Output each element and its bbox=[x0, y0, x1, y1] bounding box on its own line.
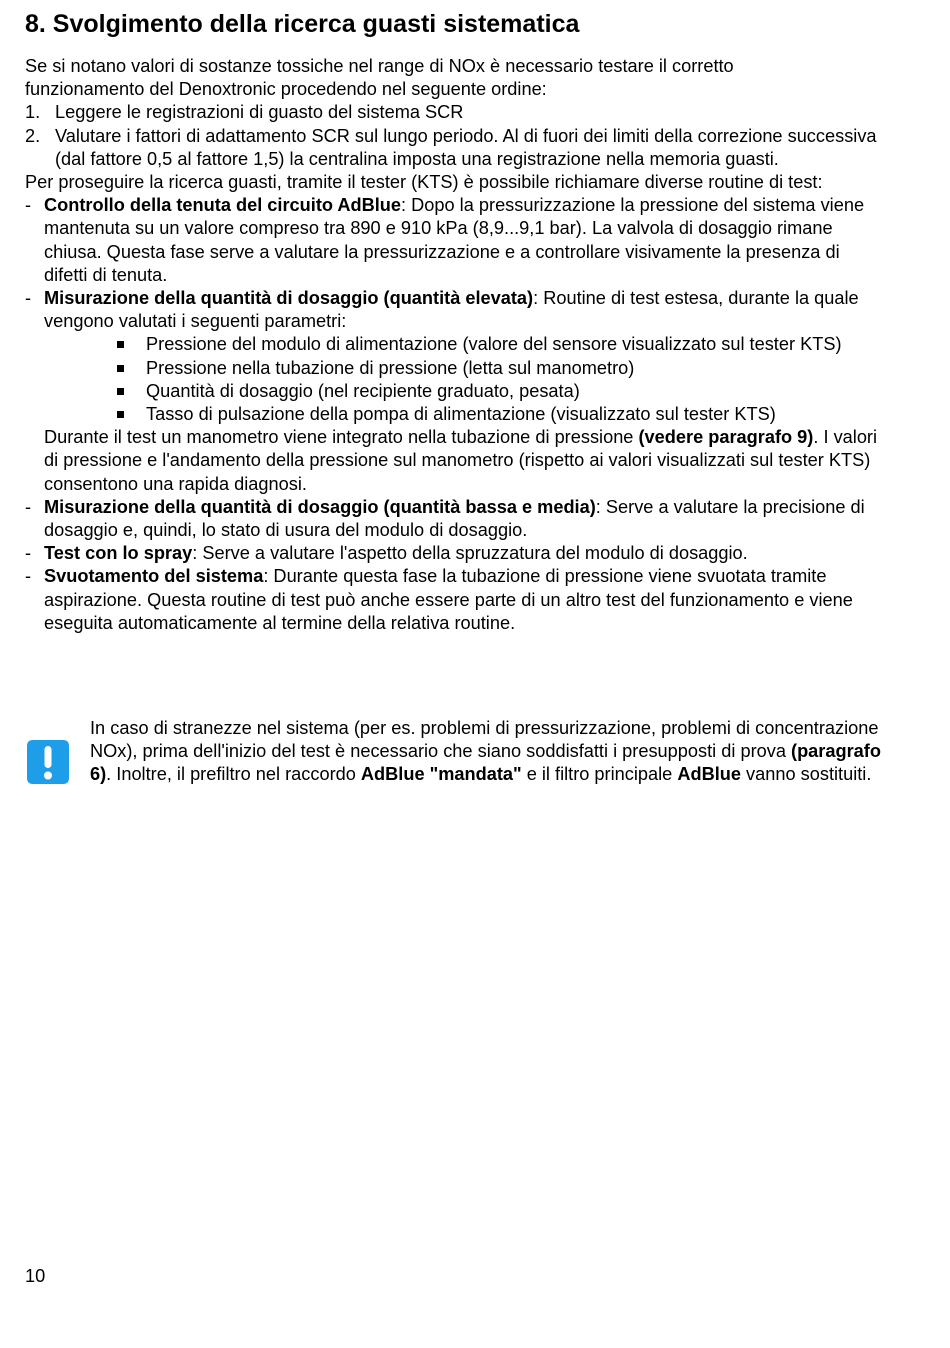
note-paragraph bbox=[90, 717, 890, 787]
durante-text-1: Durante il test un manometro viene integrato nella tubazione di pressione bbox=[44, 427, 639, 448]
routine-title: Misurazione della quantità di dosaggio (quantità elevata) bbox=[44, 288, 534, 309]
parameter-item bbox=[25, 333, 885, 356]
square-bullet-icon bbox=[116, 333, 146, 356]
routine-text bbox=[44, 194, 885, 287]
parameter-item bbox=[25, 403, 885, 426]
routine-description: : Serve a valutare la precisione di dosaggio e, quindi, lo stato di usura del modulo di dosaggio. bbox=[44, 496, 865, 541]
parameter-text: Quantità di dosaggio (nel recipiente graduato, pesata) bbox=[146, 380, 580, 401]
item-text: Leggere le registrazioni di guasto del sistema SCR bbox=[55, 102, 464, 123]
routine-description: : Routine di test estesa, durante la quale vengono valutati i seguenti parametri: bbox=[44, 288, 859, 332]
numbered-item bbox=[25, 125, 885, 171]
section-heading: 8. Svolgimento della ricerca guasti sistematica bbox=[25, 10, 580, 38]
square-bullet-icon bbox=[116, 357, 146, 380]
durante-reference: (vedere paragrafo 9) bbox=[638, 427, 814, 448]
note-text: In caso di stranezze nel sistema (per es. problemi di pressurizzazione, problemi di concentrazione NOx), prima dell'inizio del test è necessario che siano soddisfatti i presupposti di prova bbox=[90, 718, 879, 762]
routine-text bbox=[44, 565, 885, 635]
dash-marker: - bbox=[25, 496, 32, 517]
square-bullet-icon bbox=[116, 380, 146, 403]
item-text: Valutare i fattori di adattamento SCR sul lungo periodo. Al di fuori dei limiti della correzione successiva (dal fattore 0,5 al fattore 1,5) la centralina imposta una registrazione nella memoria guasti. bbox=[55, 125, 877, 169]
dash-marker: - bbox=[25, 288, 32, 309]
intro-line-2: funzionamento del Denoxtronic procedendo nel seguente ordine: bbox=[25, 79, 547, 100]
proseguire-paragraph: Per proseguire la ricerca guasti, tramite il tester (KTS) è possibile richiamare diverse routine di test: bbox=[25, 172, 823, 193]
item-number: 2. bbox=[25, 125, 41, 146]
routine-item bbox=[25, 542, 885, 565]
durante-paragraph bbox=[25, 426, 885, 496]
note-bold-term: AdBlue "mandata" bbox=[360, 764, 522, 785]
numbered-item bbox=[25, 101, 885, 124]
routine-text bbox=[44, 287, 885, 333]
routine-text bbox=[44, 496, 885, 542]
routine-text bbox=[44, 542, 885, 565]
routine-description: : Durante questa fase la tubazione di pressione viene svuotata tramite aspirazione. Questa routine di test può anche essere parte di un altro test del funzionamento e viene eseguita automaticamente al termine della relativa routine. bbox=[44, 566, 853, 633]
routine-title: Controllo della tenuta del circuito AdBlue bbox=[44, 195, 402, 216]
parameter-text: Pressione del modulo di alimentazione (valore del sensore visualizzato sul tester KTS) bbox=[146, 334, 842, 355]
note-reference: (paragrafo 6) bbox=[90, 741, 881, 785]
routine-item bbox=[25, 565, 885, 635]
body-text bbox=[25, 55, 885, 635]
note-text: e il filtro principale bbox=[521, 764, 678, 785]
routine-title: Svuotamento del sistema bbox=[44, 566, 264, 587]
dash-marker: - bbox=[25, 543, 32, 564]
routine-title: Test con lo spray bbox=[44, 543, 193, 564]
parameter-text: Tasso di pulsazione della pompa di alimentazione (visualizzato sul tester KTS) bbox=[146, 404, 776, 425]
routine-item bbox=[25, 194, 885, 287]
routine-description: : Dopo la pressurizzazione la pressione del sistema viene mantenuta su un valore compreso tra 890 e 910 kPa (8,9...9,1 bar). La valvola di dosaggio rimane chiusa. Questa fase serve a valutare la pressurizzazione e a controllare visivamente la presenza di difetti di tenuta. bbox=[44, 195, 865, 285]
dash-marker: - bbox=[25, 566, 32, 587]
item-number: 1. bbox=[25, 102, 41, 123]
parameter-item bbox=[25, 357, 885, 380]
routine-item bbox=[25, 287, 885, 333]
note-text: vanno sostituiti. bbox=[740, 764, 872, 785]
page-number: 10 bbox=[25, 1266, 46, 1286]
parameter-item bbox=[25, 380, 885, 403]
note-text: . Inoltre, il prefiltro nel raccordo bbox=[106, 764, 361, 785]
dash-marker: - bbox=[25, 195, 32, 216]
routine-description: : Serve a valutare l'aspetto della spruzzatura del modulo di dosaggio. bbox=[192, 543, 748, 564]
intro-line-1: Se si notano valori di sostanze tossiche nel range di NOx è necessario testare il corretto bbox=[25, 56, 734, 76]
parameter-text: Pressione nella tubazione di pressione (letta sul manometro) bbox=[146, 357, 635, 378]
square-bullet-icon bbox=[116, 403, 146, 426]
durante-text-2: . I valori di pressione e l'andamento della pressione sul manometro (rispetto ai valori visualizzati sul tester KTS) consentono una rapida diagnosi. bbox=[44, 427, 878, 494]
note-bold-term: AdBlue bbox=[677, 764, 741, 785]
routine-title: Misurazione della quantità di dosaggio (quantità bassa e media) bbox=[44, 496, 596, 517]
routine-item bbox=[25, 496, 885, 542]
exclamation-icon bbox=[25, 738, 71, 786]
